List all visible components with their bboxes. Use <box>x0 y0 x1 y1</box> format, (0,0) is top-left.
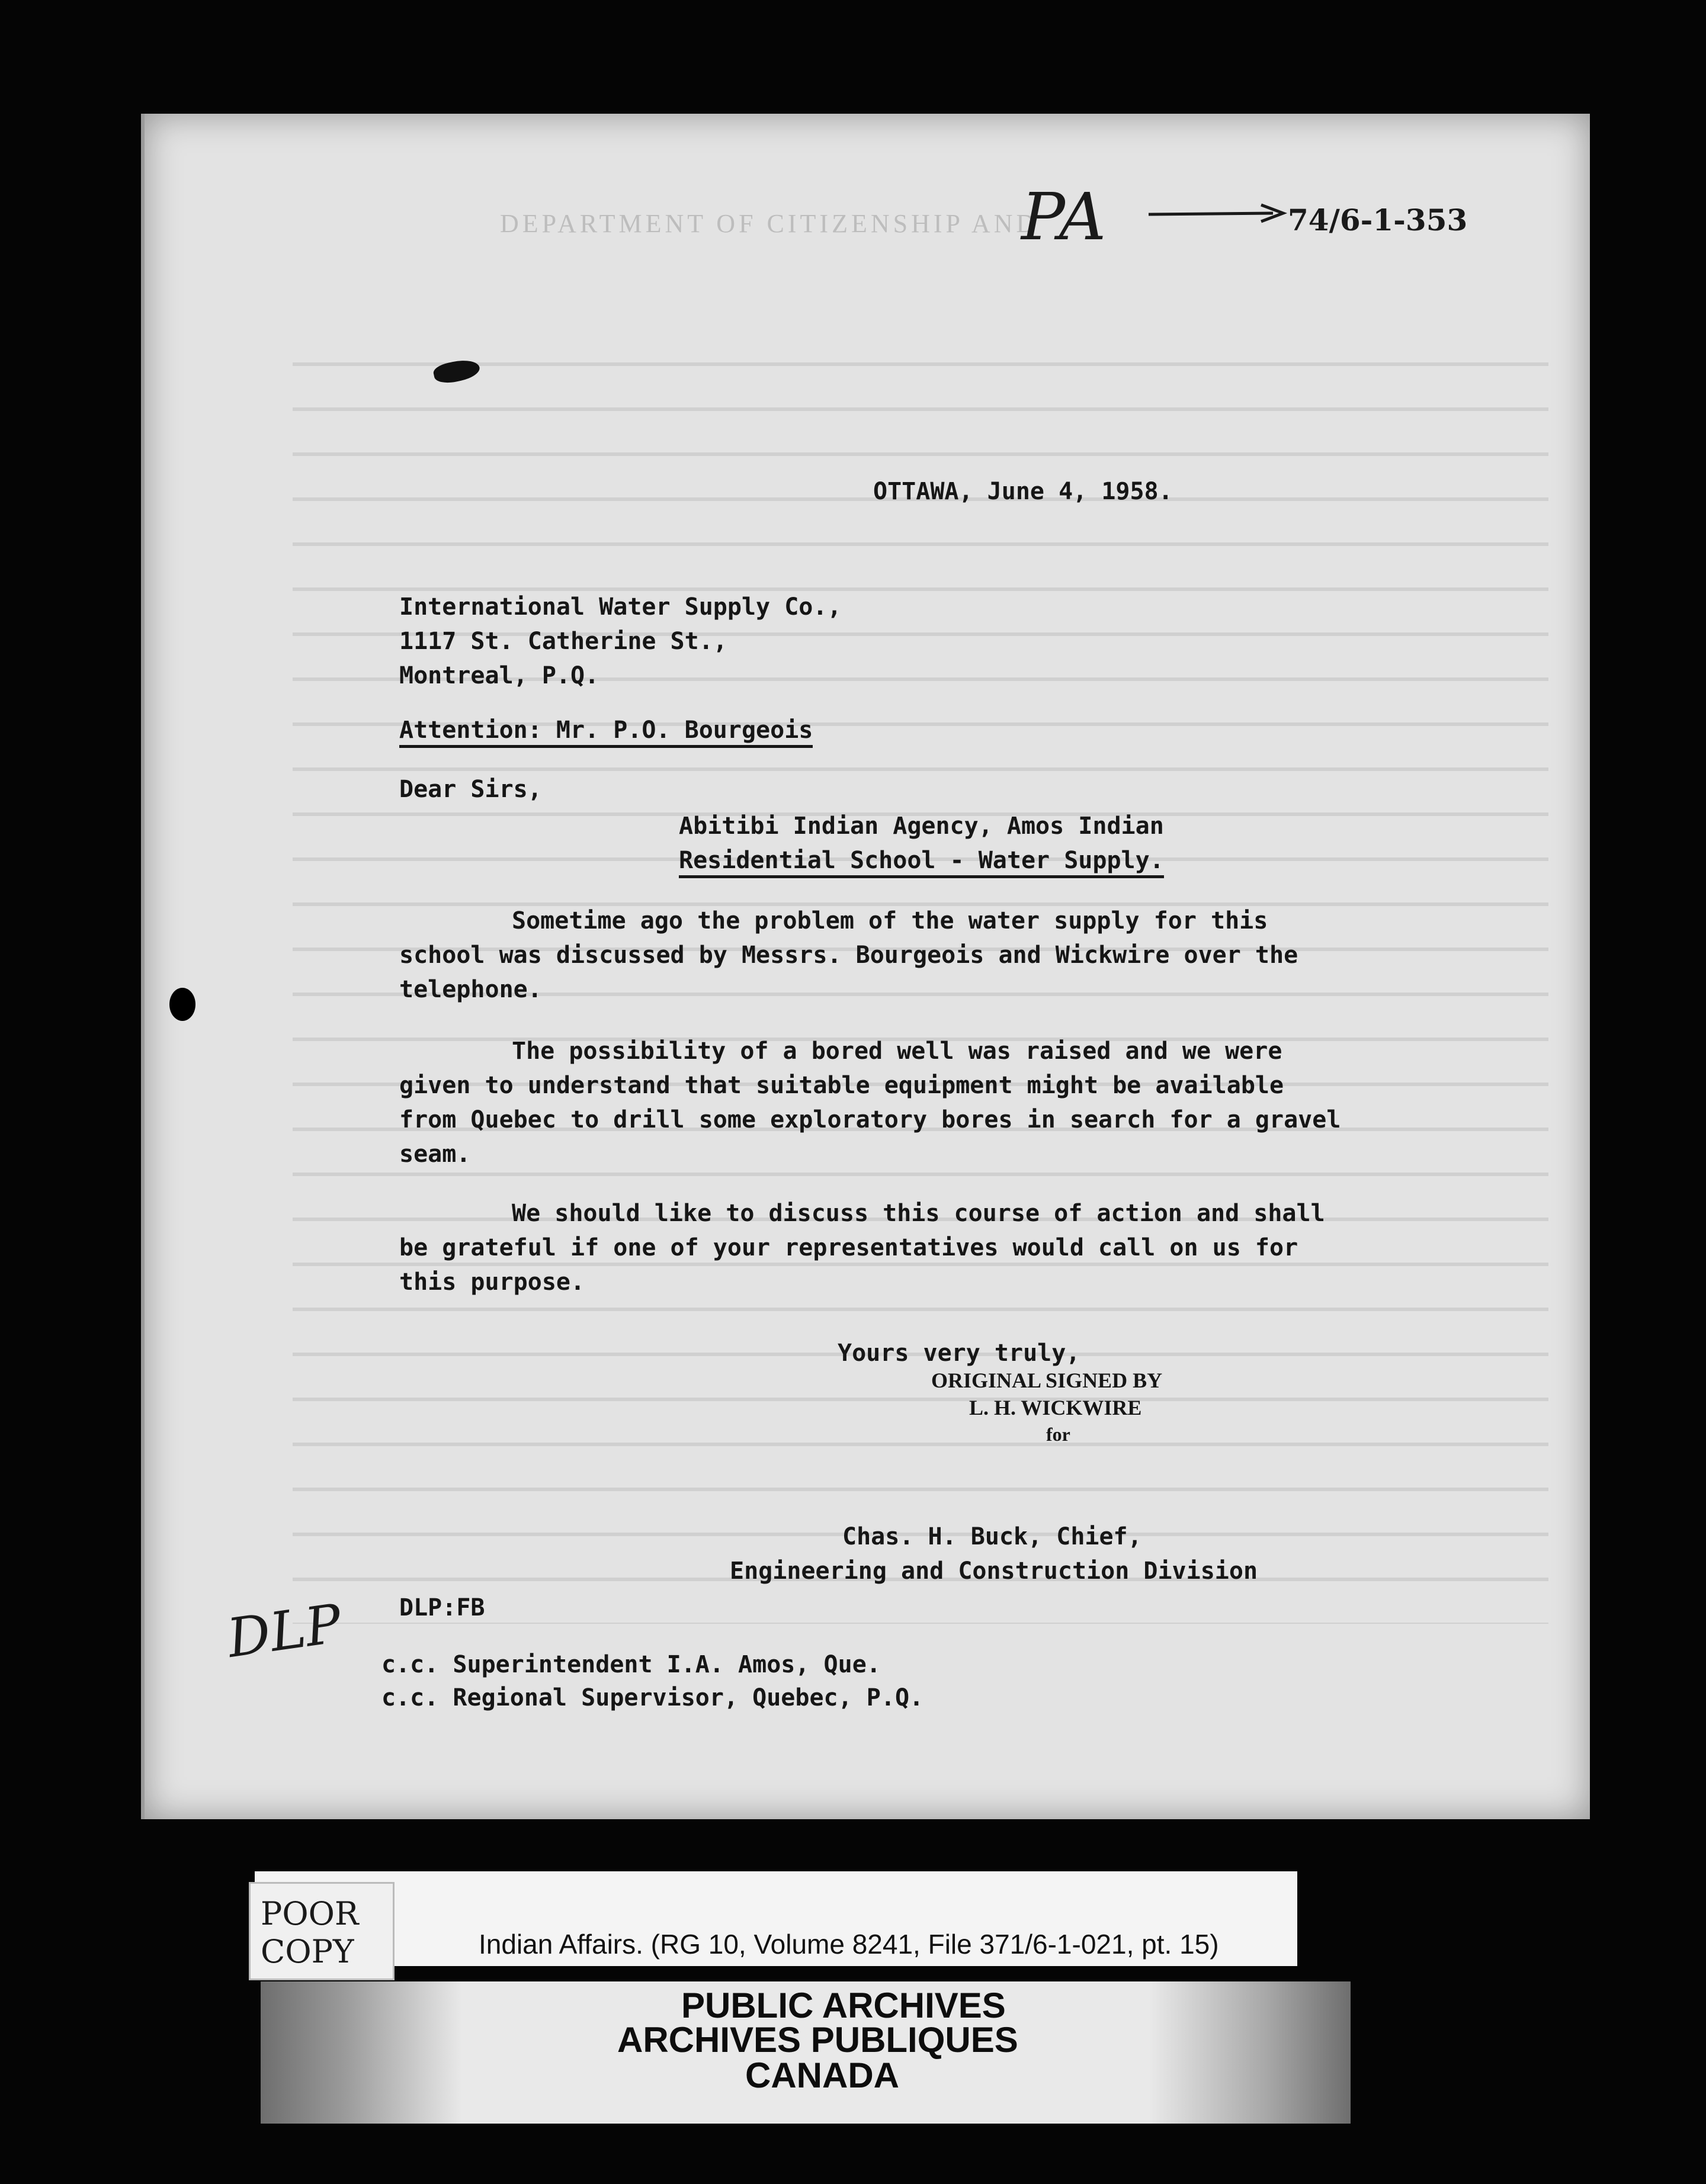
paragraph-1-line-2: school was discussed by Messrs. Bourgeois and Wickwire over the <box>399 942 1298 969</box>
paragraph-3-line-1: We should like to discuss this course of action and shall <box>512 1200 1325 1227</box>
archive-stamp-line-3: CANADA <box>745 2055 899 2095</box>
archive-citation: Indian Affairs. (RG 10, Volume 8241, File 371/6-1-021, pt. 15) <box>479 1929 1219 1960</box>
archive-stamp-line-1: PUBLIC ARCHIVES <box>681 1986 1006 2025</box>
recipient-name: International Water Supply Co., <box>399 593 842 621</box>
paragraph-2-line-4: seam. <box>399 1141 471 1168</box>
arrow-icon <box>1146 201 1288 225</box>
handwritten-file-ref: 74/6-1-353 <box>1288 203 1468 237</box>
letter-page <box>141 114 1590 1819</box>
punch-hole <box>169 988 195 1021</box>
paragraph-2-line-1: The possibility of a bored well was raised and we were <box>512 1038 1282 1065</box>
recipient-street: 1117 St. Catherine St., <box>399 628 727 655</box>
subject-line-1: Abitibi Indian Agency, Amos Indian <box>679 812 1164 840</box>
subject-line-2: Residential School - Water Supply. <box>679 847 1164 878</box>
bleed-through-text <box>293 321 1548 1624</box>
letterhead-department: DEPARTMENT OF CITIZENSHIP AND <box>500 209 1039 238</box>
salutation: Dear Sirs, <box>399 776 542 803</box>
signature-title: Engineering and Construction Division <box>730 1557 1258 1585</box>
paragraph-2-line-2: given to understand that suitable equipment might be available <box>399 1072 1284 1099</box>
signature-name: Chas. H. Buck, Chief, <box>842 1523 1142 1550</box>
paragraph-1-line-1: Sometime ago the problem of the water supply for this <box>512 907 1268 934</box>
date-line: OTTAWA, June 4, 1958. <box>873 478 1173 505</box>
signature-stamp-line-1: ORIGINAL SIGNED BY <box>931 1369 1163 1392</box>
attention-line: Attention: Mr. P.O. Bourgeois <box>399 717 813 748</box>
paragraph-2-line-3: from Quebec to drill some exploratory bores in search for a gravel <box>399 1106 1341 1133</box>
reference-initials: DLP:FB <box>399 1594 485 1621</box>
handwritten-pa: PA <box>1021 179 1107 255</box>
recipient-city: Montreal, P.Q. <box>399 662 599 689</box>
signature-stamp-line-2: L. H. WICKWIRE <box>969 1396 1142 1419</box>
paragraph-3-line-3: this purpose. <box>399 1268 585 1296</box>
poor-copy-text: POOR COPY <box>261 1895 359 1970</box>
signature-stamp-line-3: for <box>1046 1424 1070 1445</box>
archive-stamp-line-2: ARCHIVES PUBLIQUES <box>617 2020 1018 2060</box>
paragraph-3-line-2: be grateful if one of your representatives would call on us for <box>399 1234 1298 1261</box>
handwritten-initials: DLP <box>223 1592 345 1670</box>
cc-line-1: c.c. Superintendent I.A. Amos, Que. <box>381 1651 881 1678</box>
closing: Yours very truly, <box>838 1340 1080 1367</box>
cc-line-2: c.c. Regional Supervisor, Quebec, P.Q. <box>381 1684 924 1711</box>
paragraph-1-line-3: telephone. <box>399 976 542 1003</box>
